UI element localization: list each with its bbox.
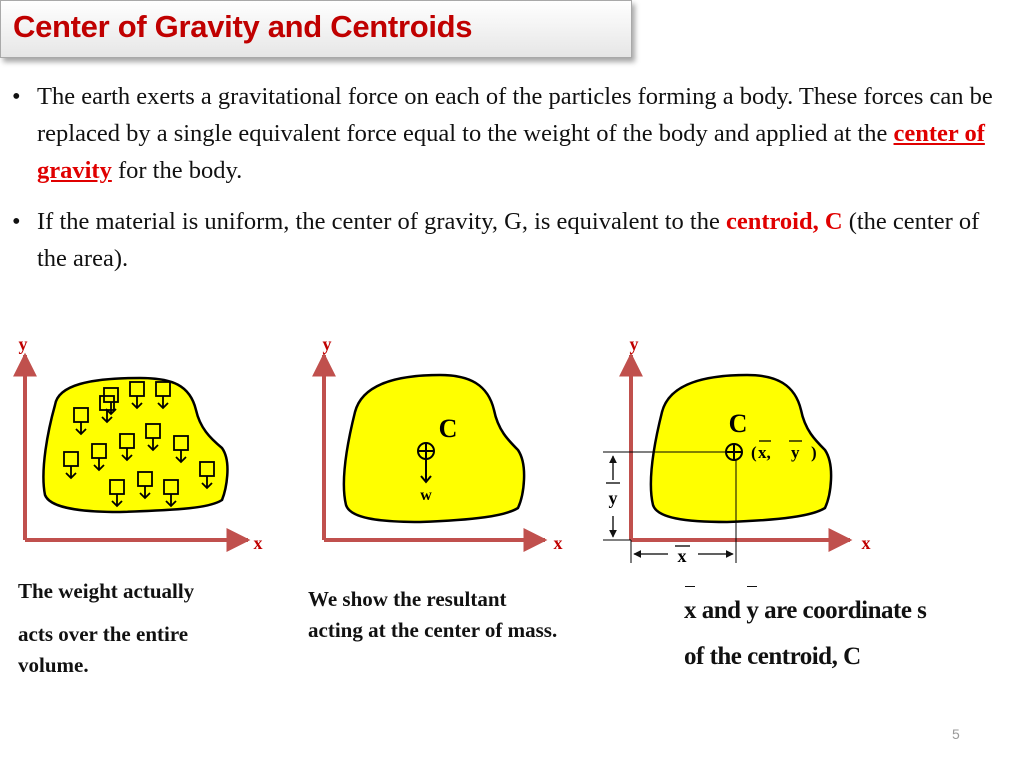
- figure-2: [323, 334, 563, 553]
- figure-3: [603, 334, 871, 566]
- coord-close: ): [811, 443, 817, 462]
- caption-right: [684, 588, 926, 680]
- y-axis-label: y: [18, 334, 28, 354]
- bullet-1-tail: for the body.: [111, 157, 243, 184]
- centroid-label: C: [438, 414, 458, 443]
- caption-middle-line-1: We show the resultant: [308, 587, 507, 611]
- weight-label: w: [420, 487, 432, 504]
- centroid-marker: [726, 444, 742, 460]
- y-axis-label: y: [322, 334, 332, 354]
- bullet-list: [12, 78, 1012, 291]
- caption-and: and: [696, 597, 747, 624]
- caption-middle: [308, 584, 557, 646]
- slide-title: Center of Gravity and Centroids: [13, 9, 473, 44]
- caption-right-line-1: [684, 588, 926, 634]
- coord-x: x,: [758, 443, 771, 462]
- bullet-2-text: If the material is uniform, the center of gravity, G, is equivalent to the: [37, 208, 726, 235]
- coord-y: y: [791, 443, 800, 462]
- x-axis-label: x: [553, 533, 563, 553]
- page-number: 5: [952, 726, 960, 742]
- bullet-1-text: The earth exerts a gravitational force on each of the particles forming a body. These forces can be replaced by a single equivalent force equal to the weight of the body and applied at the: [37, 83, 993, 147]
- bullet-dot: •: [12, 83, 21, 110]
- x-axis-label: x: [861, 533, 871, 553]
- figures: [0, 330, 1024, 580]
- x-dim-label: x: [677, 546, 687, 566]
- title-box: [0, 0, 632, 58]
- coord-open: (: [751, 443, 757, 462]
- y-axis-label: y: [629, 334, 639, 354]
- bullet-2-tail: (the center of the area).: [37, 208, 980, 272]
- caption-x-bar: x: [684, 588, 696, 634]
- caption-left-line-3: volume.: [18, 653, 89, 677]
- caption-middle-line-2: acting at the center of mass.: [308, 618, 558, 642]
- caption-left-line-2: acts over the entire: [18, 622, 189, 646]
- bullet-dot: •: [12, 208, 21, 235]
- caption-right-line-2: of the centroid, C: [684, 643, 861, 670]
- bullet-1-highlight: center of gravity: [37, 120, 985, 184]
- y-dim-label: y: [608, 488, 618, 508]
- body-shape: [43, 378, 227, 512]
- bullet-1: [12, 78, 1012, 189]
- caption-left: [18, 575, 194, 682]
- bullet-2-highlight: centroid, C: [725, 208, 843, 235]
- caption-rest: are coordinate s: [758, 597, 927, 624]
- x-axis-label: x: [253, 533, 263, 553]
- figure-1: [19, 334, 263, 553]
- caption-y-bar: y: [746, 588, 758, 634]
- centroid-label: C: [728, 409, 748, 438]
- caption-left-line-1: The weight actually: [18, 579, 195, 603]
- bullet-2: [12, 203, 1012, 277]
